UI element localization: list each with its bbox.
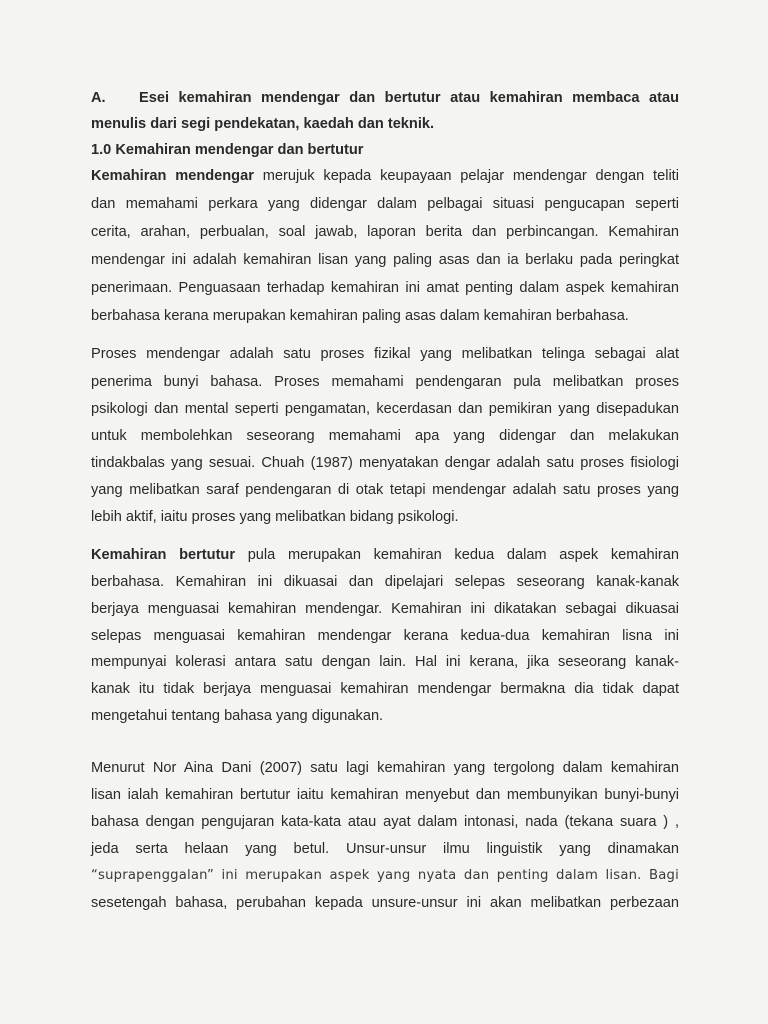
p4-line-5: “suprapenggalan” ini merupakan aspek yang nyata dan penting dalam lisan. Bagi	[91, 868, 679, 883]
p4-line-4: jeda serta helaan yang betul. Unsur-unsur ilmu linguistik yang dinamakan	[91, 841, 679, 857]
p3-lead-term: Kemahiran bertutur	[91, 547, 236, 563]
p3-line-7: mengetahui tentang bahasa yang digunakan.	[91, 708, 384, 724]
p3-line-5: mempunyai kolerasi antara satu dengan lain. Hal ini kerana, jika seseorang kanak-	[91, 654, 679, 670]
p4-line-3: bahasa dengan pengujaran kata-kata atau ayat dalam intonasi, nada (tekana suara ) ,	[91, 814, 679, 830]
p3-line-4: selepas menguasai kemahiran mendengar kerana kedua-dua kemahiran lisna ini	[91, 628, 679, 644]
p4-line-6: sesetengah bahasa, perubahan kepada unsure-unsur ini akan melibatkan perbezaan	[91, 895, 679, 911]
p2-line-3: psikologi dan mental seperti pengamatan, kecerdasan dan pemikiran yang disepadukan	[91, 401, 679, 417]
p1-line-4: mendengar ini adalah kemahiran lisan yang paling asas dan ia berlaku pada peringkat	[91, 252, 679, 268]
p3-line-1	[91, 545, 679, 565]
p1-line-1	[91, 166, 679, 186]
p2-line-7: lebih aktif, iaitu proses yang melibatkan bidang psikologi.	[91, 509, 459, 525]
p2-line-2: penerima bunyi bahasa. Proses memahami pendengaran pula melibatkan proses	[91, 374, 679, 390]
p2-line-6: yang melibatkan saraf pendengaran di otak tetapi mendengar adalah satu proses yang	[91, 482, 679, 498]
p3-line-2: berbahasa. Kemahiran ini dikuasai dan dipelajari selepas seseorang kanak-kanak	[91, 574, 679, 590]
p3-line-1-rest: pula merupakan kemahiran kedua dalam aspek kemahiran	[235, 547, 679, 563]
heading-line-2: menulis dari segi pendekatan, kaedah dan teknik.	[91, 116, 435, 132]
p1-line-3: cerita, arahan, perbualan, soal jawab, laporan berita dan perbincangan. Kemahiran	[91, 224, 679, 240]
p1-line-1-rest: merujuk kepada keupayaan pelajar mendengar dengan teliti	[253, 168, 679, 184]
p1-line-6: berbahasa kerana merupakan kemahiran paling asas dalam kemahiran berbahasa.	[91, 308, 629, 324]
heading-line-1	[91, 88, 679, 108]
p3-line-6: kanak itu tidak berjaya menguasai kemahiran mendengar bermakna dia tidak dapat	[91, 681, 679, 697]
p1-lead-term: Kemahiran mendengar	[91, 168, 254, 184]
heading-text-1: Esei kemahiran mendengar dan bertutur atau kemahiran membaca atau	[139, 90, 679, 106]
p2-line-1: Proses mendengar adalah satu proses fizikal yang melibatkan telinga sebagai alat	[91, 346, 679, 362]
p2-line-4: untuk membolehkan seseorang memahami apa yang didengar dan melakukan	[91, 428, 679, 444]
p1-line-5: penerimaan. Penguasaan terhadap kemahiran ini amat penting dalam aspek kemahiran	[91, 280, 679, 296]
p3-line-3: berjaya menguasai kemahiran mendengar. Kemahiran ini dikatakan sebagai dikuasai	[91, 601, 679, 617]
p4-line-1: Menurut Nor Aina Dani (2007) satu lagi kemahiran yang tergolong dalam kemahiran	[91, 760, 679, 776]
heading-label: A.	[91, 90, 106, 106]
p1-line-2: dan memahami perkara yang didengar dalam pelbagai situasi pengucapan seperti	[91, 196, 679, 212]
p4-line-2: lisan ialah kemahiran bertutur iaitu kemahiran menyebut dan membunyikan bunyi-bunyi	[91, 787, 679, 803]
p2-line-5: tindakbalas yang sesuai. Chuah (1987) menyatakan dengar adalah satu proses fisiologi	[91, 455, 679, 471]
section-title: 1.0 Kemahiran mendengar dan bertutur	[91, 142, 364, 158]
